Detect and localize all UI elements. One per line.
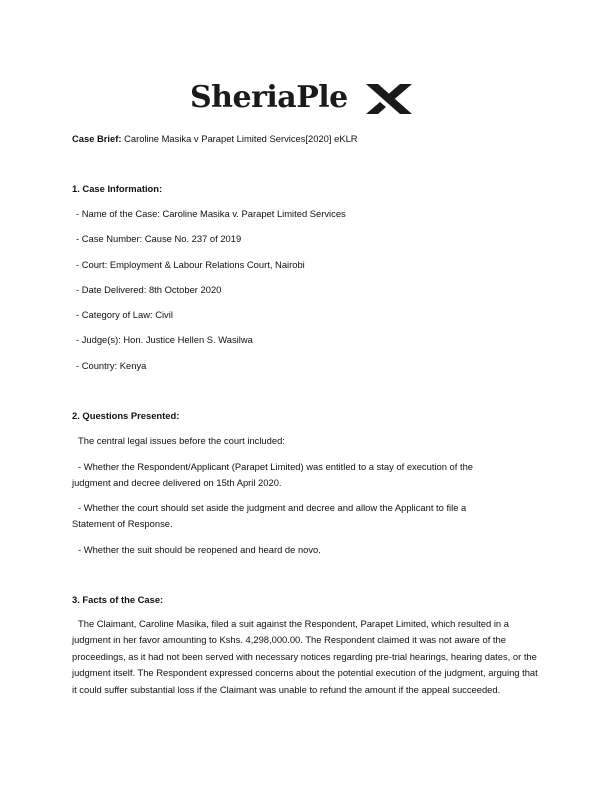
questions-intro: The central legal issues before the court included:: [78, 435, 285, 446]
question-3: - Whether the suit should be reopened and heard de novo.: [78, 544, 321, 555]
case-info-item: - Category of Law: Civil: [76, 309, 173, 320]
case-brief-title: Caroline Masika v Parapet Limited Services[2020] eKLR: [124, 133, 358, 144]
case-info-item: - Court: Employment & Labour Relations Court, Nairobi: [76, 259, 305, 270]
case-info-item: - Judge(s): Hon. Justice Hellen S. Wasilwa: [76, 334, 253, 345]
case-info-item: - Date Delivered: 8th October 2020: [76, 284, 222, 295]
case-info-item: - Name of the Case: Caroline Masika v. Parapet Limited Services: [76, 208, 346, 219]
case-brief-line: [72, 133, 358, 145]
case-brief-label: Case Brief:: [72, 133, 122, 144]
logo-text: SheriaPle: [190, 80, 348, 115]
question-1-line-1: - Whether the Respondent/Applicant (Parapet Limited) was entitled to a stay of execution of the: [78, 461, 474, 472]
question-2-line-1: - Whether the court should set aside the judgment and decree and allow the Applicant to file a: [78, 502, 467, 513]
section-heading-questions-presented: 2. Questions Presented:: [72, 410, 180, 421]
facts-paragraph: The Claimant, Caroline Masika, filed a suit against the Respondent, Parapet Limited, which resulted in a judgment in her favor amounting to Kshs. 4,298,000.00. The Respondent claimed it was not aware of the proceedings, as it had not been served with necessary notices regarding pre-trial hearings, hearing dates, or the judgment itself. The Respondent expressed concerns about the potential execution of the judgment, arguing that it could suffer substantial loss if the Claimant was unable to refund the amount if the appeal succeeded.: [72, 618, 538, 695]
case-info-item: - Case Number: Cause No. 237 of 2019: [76, 233, 242, 244]
sheriaplex-logo: [190, 78, 430, 118]
section-heading-facts: 3. Facts of the Case:: [72, 594, 164, 605]
case-info-item: - Country: Kenya: [76, 360, 147, 371]
question-2-line-2: Statement of Response.: [72, 518, 173, 529]
x-mark-icon: [364, 82, 414, 116]
section-heading-case-information: 1. Case Information:: [72, 183, 163, 194]
question-1-line-2: judgment and decree delivered on 15th April 2020.: [72, 477, 282, 488]
